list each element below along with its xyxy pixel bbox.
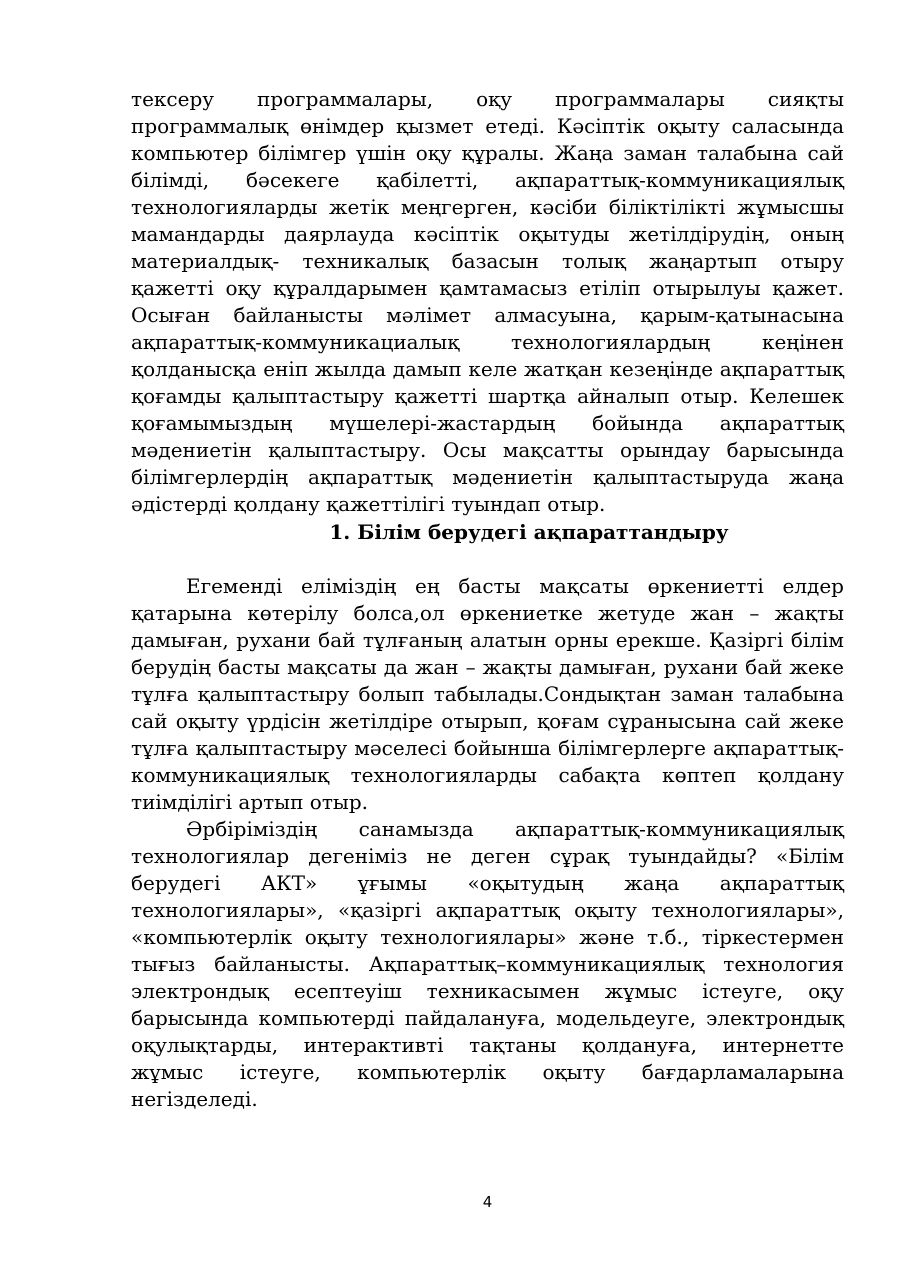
section-heading: 1. Білім берудегі ақпараттандыру [329,520,729,544]
paragraph-intro: тексеру программалары, оқу программалары сияқты программалық өнімдер қызмет етеді. Кәсіптік оқыту саласында компьютер білімгер үшін оқу құралы. Жаңа заман талабына сай білімді, бәсекеге қабілетті, ақпараттық-коммуникациялық технологияларды жетік меңгерген, кәсіби біліктілікті жұмысшы мамандарды даярлауда кәсіптік оқытуды жетілдірудің, оның материалдық- техникалық базасын толық жаңартып отыру қажетті оқу құралдарымен қамтамасыз етіліп отырылуы қажет. Осыған байланысты мәлімет алмасуына, қарым-қатынасына ақпараттық-коммуникациалық технологиялардың кеңінен қолданысқа еніп жылда дамып келе жатқан кезеңінде ақпараттық қоғамды қалыптастыру қажетті шартқа айналып отыр. Келешек қоғамымыздың мүшелері-жастардың бойында ақпараттық мәдениетін қалыптастыру. Осы мақсатты орындау барысында білімгерлердің ақпараттық мәдениетін қалыптастыруда жаңа әдістерді қолдану қажеттілігі туындап отыр. [131,87,844,516]
page-number: 4 [482,1193,493,1211]
paragraph-section-2: Әрбіріміздің санамызда ақпараттық-коммуникациялық технологиялар дегеніміз не деген сұрақ туындайды? «Білім берудегі АКТ» ұғымы «оқытудың жаңа ақпараттық технологиялары», «қазіргі ақпараттық оқыту технологиялары», «компьютерлік оқыту технологиялары» және т.б., тіркестермен тығыз байланысты. Ақпараттық–коммуникациялық технология электрондық есептеуіш техникасымен жұмыс істеуге, оқу барысында компьютерді пайдалануға, модельдеуге, электрондық оқулықтарды, интерактивті тақтаны қолдануға, интернетте жұмыс істеуге, компьютерлік оқыту бағдарламаларына негізделеді. [131,817,844,1111]
blank-line [131,546,844,573]
page-content [131,86,844,1113]
paragraph-section-1: Егеменді еліміздің ең басты мақсаты өркениетті елдер қатарына көтерілу болса,ол өркениетке жетуде жан – жақты дамыған, рухани бай тұлғаның алатын орны ерекше. Қазіргі білім берудің басты мақсаты да жан – жақты дамыған, рухани бай жеке тұлға қалыптастыру болып табылады.Сондықтан заман талабына сай оқыту үрдісін жетілдіре отырып, қоғам сұранысына сай жеке тұлға қалыптастыру мәселесі бойынша білімгерлерге ақпараттық-коммуникациялық технологияларды сабақта көптеп қолдану тиімділігі артып отыр. [131,574,844,814]
